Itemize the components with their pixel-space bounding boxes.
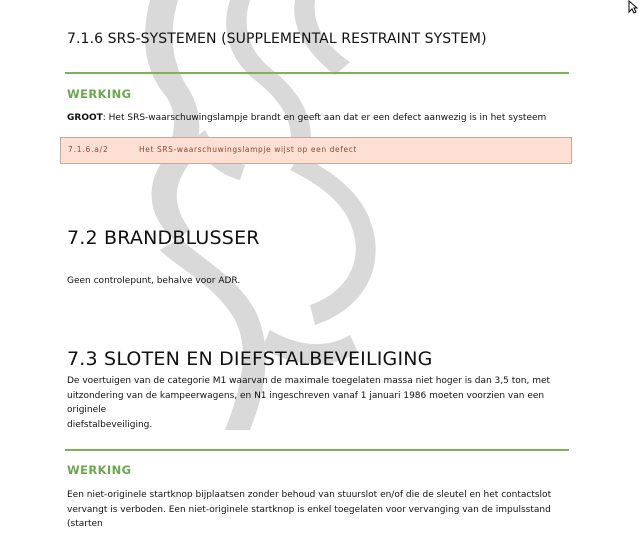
paragraph-line: De voertuigen van de categorie M1 waarvan de maximale toegelaten massa niet hoger is dan 3,5 ton, met	[67, 376, 551, 386]
section-73-paragraph	[67, 374, 567, 432]
paragraph-line: uitzondering van de kampeerwagens, en N1 ingeschreven vanaf 1 januari 1986 moeten voorzien van een originele	[67, 390, 545, 415]
defect-code: 7.1.6.a/2	[68, 145, 109, 154]
defect-text: Het SRS-waarschuwingslampje wijst op een defect	[139, 145, 357, 154]
mouse-pointer-icon	[628, 0, 638, 14]
section-73-subheading: WERKING	[67, 463, 132, 477]
section-73-werking-paragraph	[67, 488, 567, 532]
severity-label: GROOT	[67, 113, 103, 123]
paragraph-line: Een niet-originele startknop bijplaatsen zonder behoud van stuurslot en/of die de sleutel en het contactslot	[67, 490, 552, 500]
paragraph-line: diefstalbeveiliging.	[67, 419, 153, 430]
paragraph-line: vervangt is verboden. Een niet-originele startknop is enkel toegelaten voor vervanging van de impulsstand (starten	[67, 504, 551, 529]
section-716-subheading: WERKING	[67, 87, 132, 101]
section-divider	[65, 72, 569, 74]
section-divider	[65, 449, 569, 451]
section-716-title: 7.1.6 SRS-SYSTEMEN (SUPPLEMENTAL RESTRAINT SYSTEM)	[67, 31, 487, 47]
defect-warning-box	[60, 137, 572, 164]
section-72-title: 7.2 BRANDBLUSSER	[67, 227, 260, 249]
description-text: : Het SRS-waarschuwingslampje brandt en geeft aan dat er een defect aanwezig is in het systeem	[102, 113, 547, 123]
section-716-description	[67, 111, 567, 126]
section-73-title: 7.3 SLOTEN EN DIEFSTALBEVEILIGING	[67, 348, 433, 370]
section-72-text: Geen controlepunt, behalve voor ADR.	[67, 276, 241, 286]
